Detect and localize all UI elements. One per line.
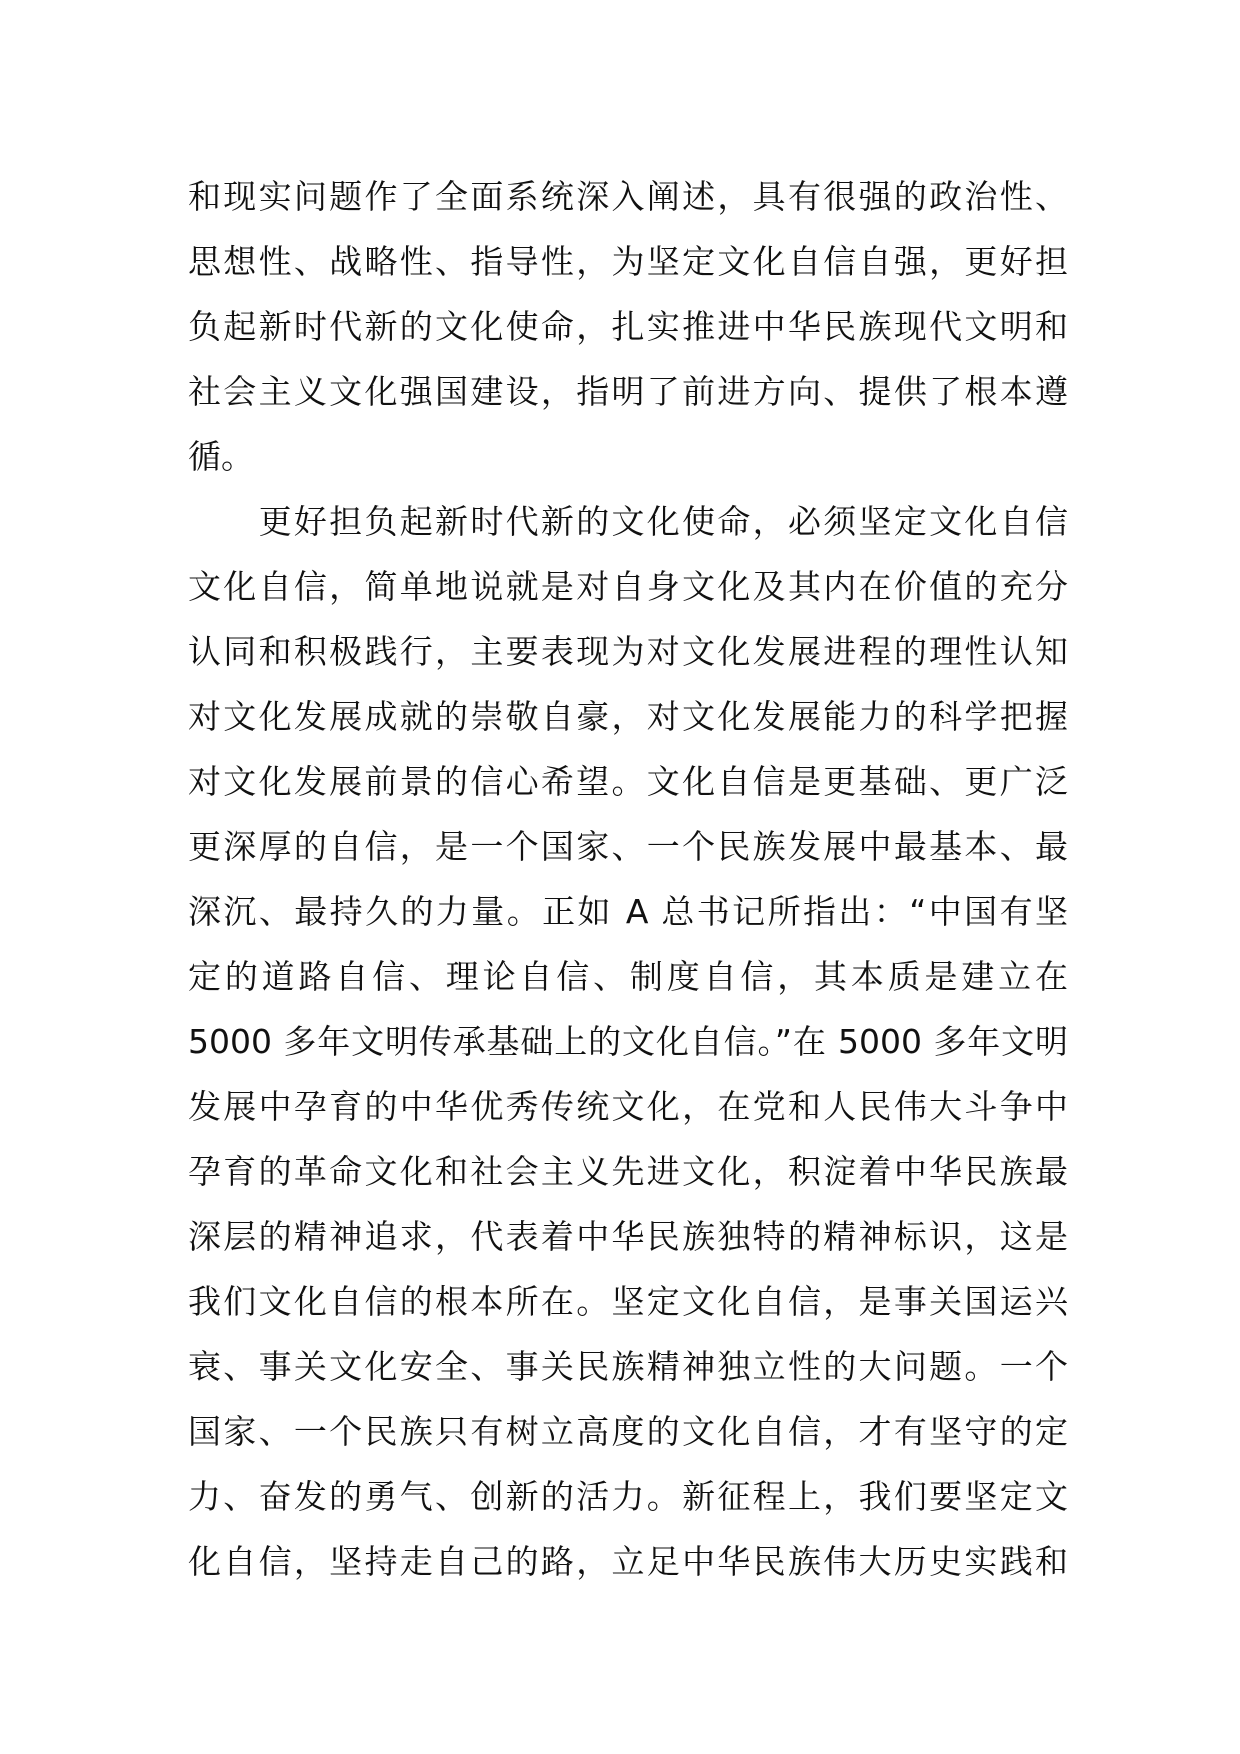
text-line: 孕育的革命文化和社会主义先进文化，积淀着中华民族最: [188, 1152, 1068, 1191]
text-line: 思想性、战略性、指导性，为坚定文化自信自强，更好担: [188, 242, 1068, 281]
text-line: 文化自信，简单地说就是对自身文化及其内在价值的充分: [188, 567, 1068, 606]
text-line: 发展中孕育的中华优秀传统文化，在党和人民伟大斗争中: [188, 1087, 1068, 1126]
text-line: 定的道路自信、理论自信、制度自信，其本质是建立在: [188, 957, 1068, 996]
text-line: 力、奋发的勇气、创新的活力。新征程上，我们要坚定文: [188, 1477, 1068, 1516]
text-line: 社会主义文化强国建设，指明了前进方向、提供了根本遵: [188, 372, 1068, 411]
paragraph-first-line: 更好担负起新时代新的文化使命，必须坚定文化自信: [188, 502, 1068, 541]
text-line: 对文化发展前景的信心希望。文化自信是更基础、更广泛: [188, 762, 1068, 801]
text-line: 认同和积极践行，主要表现为对文化发展进程的理性认知: [188, 632, 1068, 671]
text-line: 国家、一个民族只有树立高度的文化自信，才有坚守的定: [188, 1412, 1068, 1451]
text-line: 循。: [188, 437, 254, 476]
text-line: 衰、事关文化安全、事关民族精神独立性的大问题。一个: [188, 1347, 1068, 1386]
text-line: 和现实问题作了全面系统深入阐述，具有很强的政治性、: [188, 177, 1068, 216]
text-line: 化自信，坚持走自己的路，立足中华民族伟大历史实践和: [188, 1542, 1068, 1581]
text-line: 我们文化自信的根本所在。坚定文化自信，是事关国运兴: [188, 1282, 1068, 1321]
text-line: 深沉、最持久的力量。正如 A 总书记所指出：“中国有坚: [188, 892, 1068, 931]
text-line: 更深厚的自信，是一个国家、一个民族发展中最基本、最: [188, 827, 1068, 866]
text-line: 负起新时代新的文化使命，扎实推进中华民族现代文明和: [188, 307, 1068, 346]
text-line: 深层的精神追求，代表着中华民族独特的精神标识，这是: [188, 1217, 1068, 1256]
body-text: [188, 164, 1068, 1594]
text-line: 5000 多年文明传承基础上的文化自信。”在 5000 多年文明: [188, 1022, 1068, 1061]
text-line: 对文化发展成就的崇敬自豪，对文化发展能力的科学把握: [188, 697, 1068, 736]
